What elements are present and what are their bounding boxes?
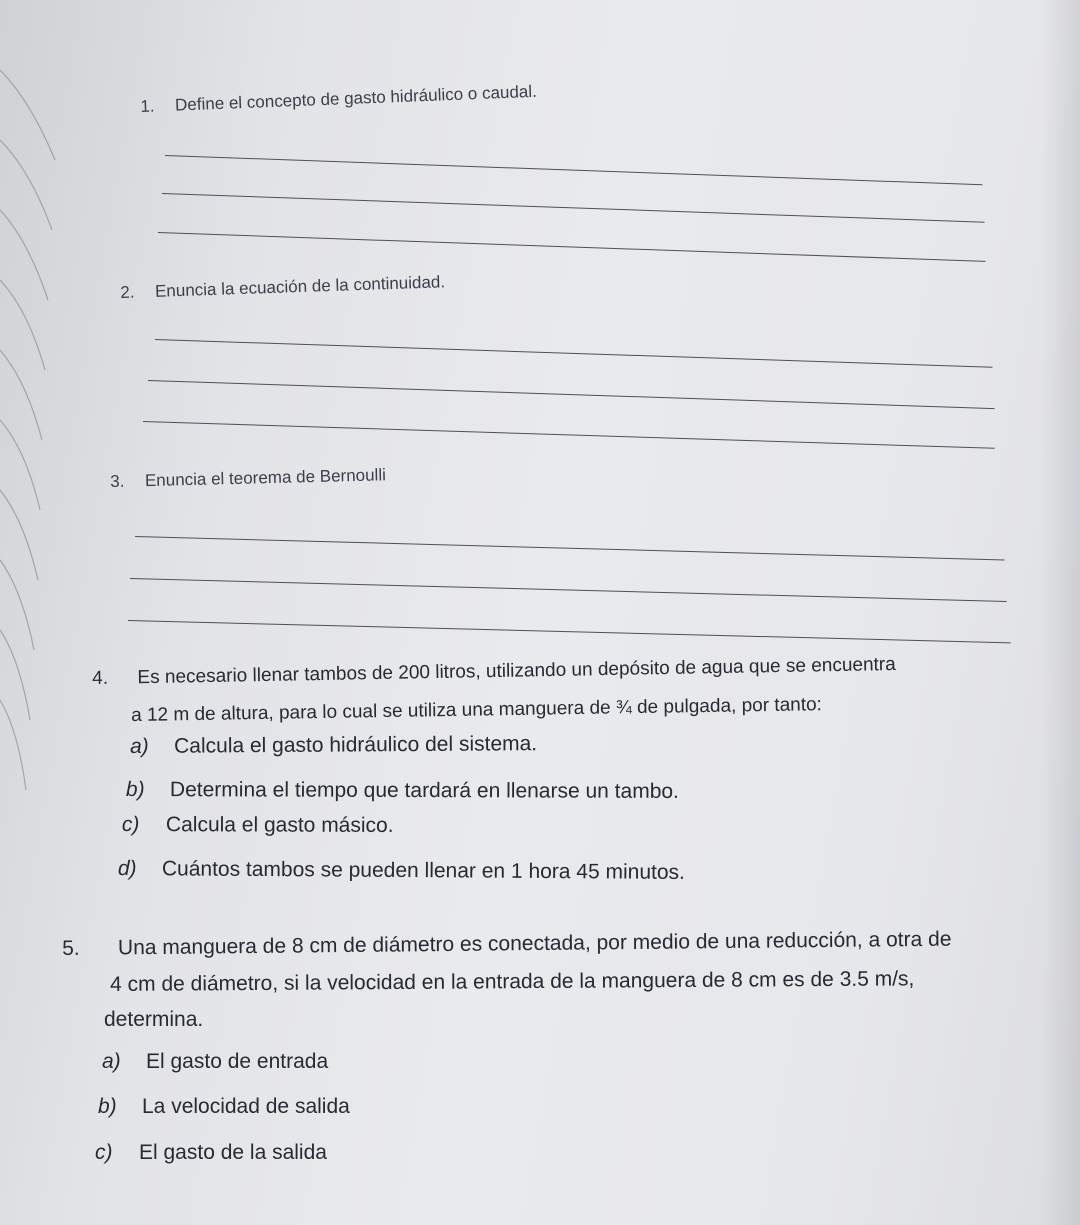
question-1-text: Define el concepto de gasto hidráulico o caudal. (174, 81, 538, 115)
question-4-item-d (118, 857, 685, 885)
item-text: La velocidad de salida (142, 1095, 350, 1118)
question-5-number: 5. (62, 936, 80, 960)
question-5-item-b (98, 1095, 350, 1119)
question-5-item-a (102, 1050, 328, 1074)
item-letter: d) (117, 857, 137, 881)
question-5-item-c (95, 1141, 327, 1165)
item-letter: c) (121, 813, 140, 837)
item-letter: c) (95, 1141, 113, 1164)
answer-line (155, 339, 993, 368)
question-2-number: 2. (120, 282, 135, 302)
item-text: Determina el tiempo que tardará en llenarse un tambo. (169, 778, 679, 803)
answer-line (165, 155, 983, 185)
item-letter: a) (102, 1050, 121, 1073)
answer-line (128, 620, 1011, 643)
question-4-line-2 (131, 694, 822, 727)
item-text: Cuántos tambos se pueden llenar en 1 hora 45 minutos. (161, 857, 686, 884)
question-4-item-c (122, 813, 394, 838)
question-4-line-1-text: Es necesario llenar tambos de 200 litros, utilizando un depósito de agua que se encuentra (137, 653, 896, 689)
item-text: El gasto de la salida (139, 1141, 327, 1164)
item-letter: a) (130, 734, 149, 758)
answer-line (135, 536, 1005, 561)
question-4-item-b (126, 778, 679, 804)
question-5-line-1 (62, 928, 952, 961)
question-1-number: 1. (140, 96, 155, 116)
answer-line (158, 232, 986, 262)
answer-line (162, 193, 985, 223)
question-4-line-2-text: a 12 m de altura, para lo cual se utiliza una manguera de ¾ de pulgada, por tanto: (131, 694, 823, 726)
question-4-number: 4. (92, 667, 109, 689)
question-2-text: Enuncia la ecuación de la continuidad. (154, 272, 446, 301)
question-5-line-1-text: Una manguera de 8 cm de diámetro es conectada, por medio de una reducción, a otra de (117, 927, 952, 960)
item-text: Calcula el gasto hidráulico del sistema. (173, 732, 538, 758)
question-4-line-1 (92, 654, 896, 690)
question-5-line-3 (104, 1008, 203, 1032)
question-1 (140, 82, 537, 117)
answer-line (130, 578, 1007, 602)
question-3 (110, 465, 386, 492)
answer-line (148, 380, 995, 409)
page-shadow (1040, 0, 1080, 1225)
question-5-line-3-text: determina. (104, 1008, 204, 1031)
question-3-text: Enuncia el teorema de Bernoulli (144, 465, 387, 491)
item-text: Calcula el gasto másico. (165, 813, 394, 837)
answer-line (143, 421, 995, 449)
item-letter: b) (125, 778, 145, 802)
question-5-line-2 (110, 967, 914, 997)
item-text: El gasto de entrada (146, 1050, 329, 1073)
question-5-line-2-text: 4 cm de diámetro, si la velocidad en la entrada de la manguera de 8 cm es de 3.5 m/s, (110, 967, 915, 996)
question-2 (120, 272, 445, 303)
notebook-binding (0, 0, 70, 1225)
question-3-number: 3. (110, 471, 125, 491)
item-letter: b) (98, 1095, 117, 1118)
question-4-item-a (130, 732, 537, 759)
